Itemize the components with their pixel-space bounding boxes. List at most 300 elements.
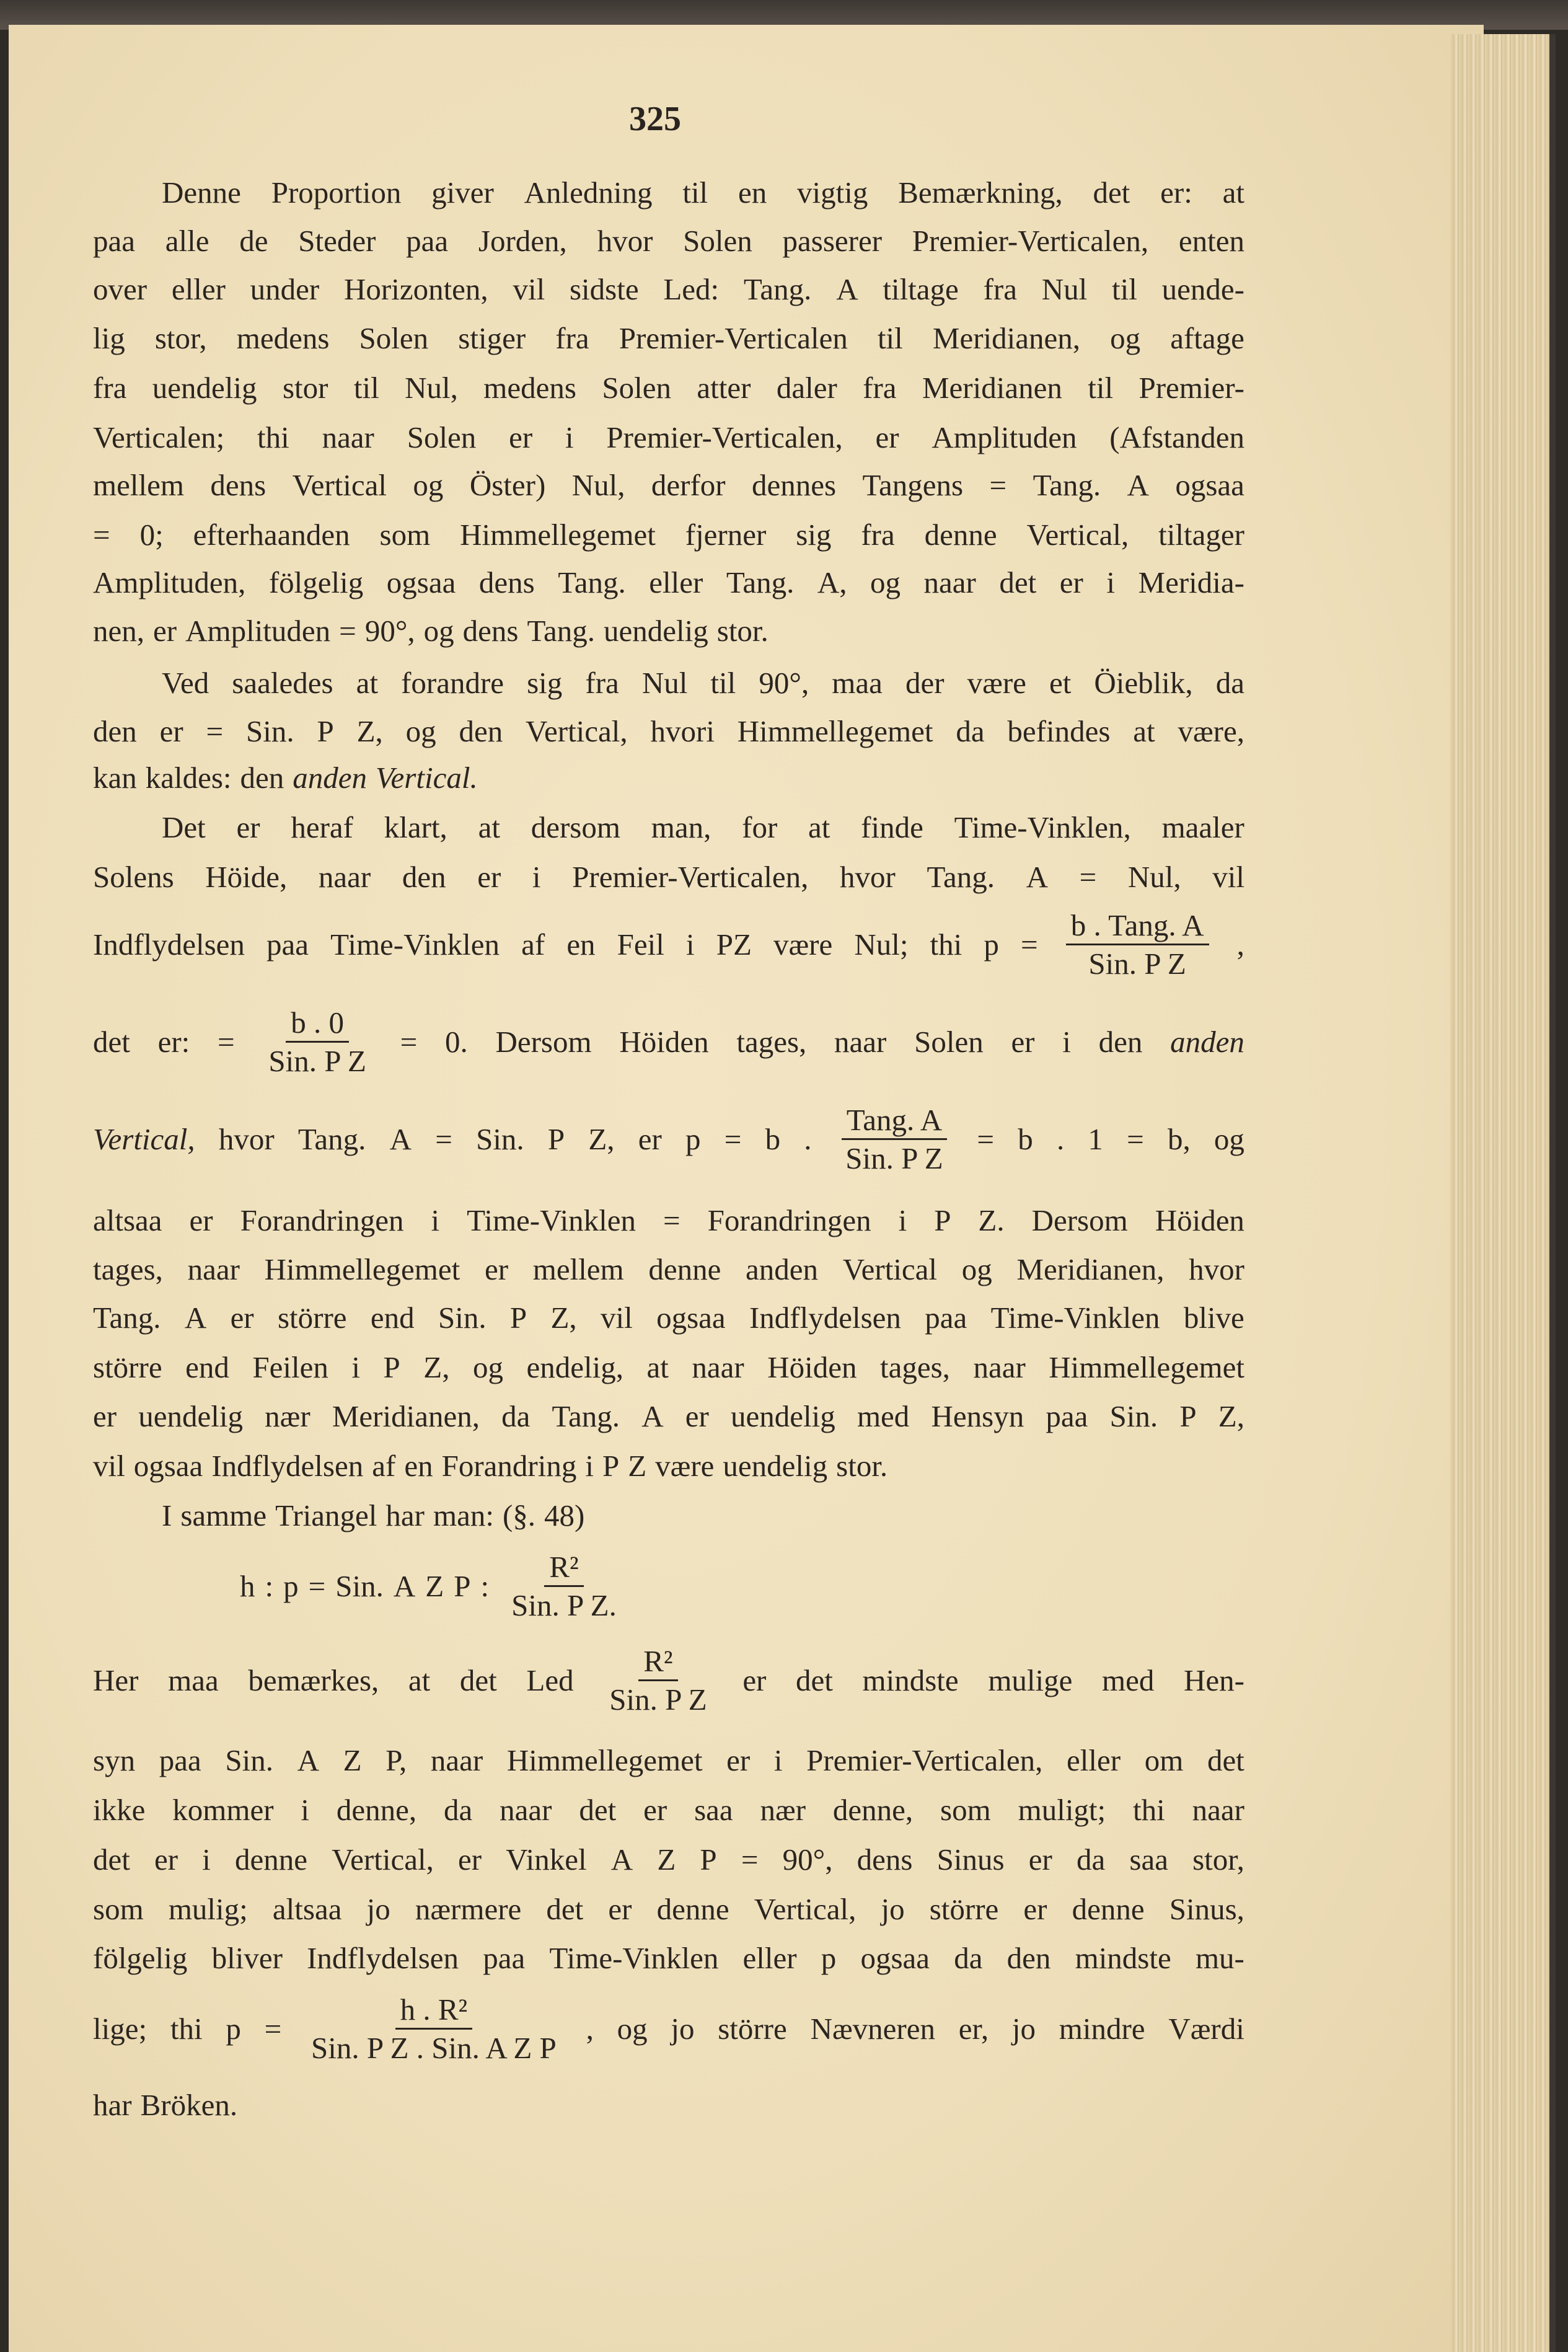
word: Proportion [271, 175, 402, 210]
word: til [353, 371, 379, 405]
word: Z, [1218, 1399, 1244, 1433]
word: jo [671, 2012, 695, 2046]
word: er [1028, 1842, 1052, 1877]
word: og [413, 468, 444, 502]
text-line [93, 565, 1244, 600]
word: större [929, 1892, 999, 1926]
word: denne [235, 1842, 308, 1877]
text-line [93, 613, 1244, 648]
text-line [93, 909, 1244, 980]
word: Værdi [1168, 2012, 1244, 2046]
word: naar [923, 565, 976, 599]
word: paa [483, 1941, 526, 1975]
word: end [185, 1350, 229, 1384]
word: Öster) [469, 468, 546, 502]
word: , [586, 2012, 594, 2046]
word: = [663, 1203, 680, 1237]
word: Forandringen [707, 1203, 871, 1237]
text-line [93, 1891, 1244, 1927]
word: fra [555, 321, 589, 355]
word: Himmellegemet [506, 1743, 703, 1777]
word: man, [651, 810, 711, 844]
word: er [742, 1663, 767, 1698]
word: den [93, 714, 137, 748]
word: = [1127, 1122, 1144, 1157]
word: PZ [716, 927, 752, 962]
word: = [206, 714, 224, 748]
word: det [796, 1663, 833, 1698]
word: fra [93, 371, 127, 405]
word: eller [1067, 1743, 1121, 1777]
word: forandre [401, 666, 504, 700]
word: A [184, 1301, 207, 1335]
word: en [738, 175, 767, 210]
word: p [226, 2012, 241, 2046]
word: er [509, 420, 533, 454]
word: dens [857, 1842, 913, 1877]
word: den [1006, 1941, 1051, 1975]
word: af [521, 927, 545, 962]
word: anden [746, 1252, 819, 1286]
word: vil [93, 1449, 125, 1483]
word: det [999, 565, 1037, 599]
word: er [608, 1892, 632, 1926]
word: tages, [93, 1252, 163, 1286]
text-line [240, 1551, 1391, 1622]
word: sidste [569, 272, 639, 306]
word: 1 [1088, 1122, 1103, 1157]
word: Himmellegemet [1049, 1350, 1244, 1384]
word: Höiden [767, 1350, 857, 1384]
word: medens [236, 321, 330, 355]
word: Det [162, 810, 206, 844]
word: Sin. [1109, 1399, 1158, 1433]
word: Dersom [1031, 1203, 1128, 1237]
word: Steder [298, 224, 376, 258]
word: Time-Vinklen [330, 927, 500, 962]
word: = [400, 1025, 418, 1059]
word: Sinus [936, 1842, 1005, 1877]
word: bemærkes, [248, 1663, 379, 1698]
word: Her [93, 1663, 139, 1698]
word: Solens [93, 860, 174, 894]
word: da [1215, 666, 1244, 700]
word: p [984, 927, 999, 962]
word: altsaa [93, 1203, 162, 1237]
fraction-denominator: Sin. P Z . Sin. A Z P [311, 2031, 557, 2066]
word: til [682, 175, 708, 210]
word: Vinkel [506, 1842, 587, 1877]
word: naar [187, 1252, 240, 1286]
text-line [93, 1792, 1244, 1828]
word: befindes [1007, 714, 1111, 748]
text-line [93, 1203, 1244, 1238]
word: denne [1072, 1892, 1145, 1926]
word: hvor [218, 1122, 275, 1157]
text-line [162, 810, 1244, 845]
word: Premier-Verticalen, [912, 224, 1149, 258]
fraction [311, 1994, 557, 2064]
word: Feil [617, 927, 664, 962]
word: med [1102, 1663, 1155, 1698]
word: : [265, 1569, 274, 1604]
word: da [956, 714, 985, 748]
word: A, [817, 565, 847, 599]
word: saa [1129, 1842, 1168, 1877]
word: i [301, 1793, 310, 1827]
word: A [836, 272, 858, 306]
word: Meridia- [1138, 565, 1244, 599]
word: naar [500, 1793, 552, 1827]
word: dens [478, 565, 535, 599]
word: A [393, 1569, 416, 1604]
word: Indflydelsen [307, 1941, 459, 1975]
word: jo [1011, 2012, 1036, 2046]
word: uendelig [731, 1399, 835, 1433]
word: = [264, 2012, 282, 2046]
word: hvor [1189, 1252, 1244, 1286]
word: det [579, 1793, 617, 1827]
word: med [857, 1399, 910, 1433]
text-line [93, 1252, 1244, 1287]
word: mindre [1059, 2012, 1145, 2046]
word: det [1207, 1743, 1244, 1777]
word: Sin. [438, 1301, 487, 1335]
word: P [700, 1842, 717, 1877]
word: er: [157, 1025, 190, 1059]
text-line [93, 467, 1244, 503]
word: Forandring [441, 1449, 577, 1483]
word: det [459, 1663, 497, 1698]
word: uendelig [604, 614, 708, 648]
word: Triangel [275, 1498, 377, 1532]
word: Indflydelsen [93, 927, 245, 962]
word: tages, [736, 1025, 807, 1059]
word: maa [168, 1663, 219, 1698]
word: og [617, 2012, 648, 2046]
word: af [372, 1449, 396, 1483]
text-line [93, 1104, 1244, 1175]
word: dens [210, 468, 266, 502]
word: sig [527, 666, 563, 700]
word: P [454, 1569, 471, 1604]
word: er [154, 1842, 178, 1877]
word: er [230, 1301, 254, 1335]
word: P [509, 1301, 527, 1335]
word: thi [257, 420, 289, 454]
word: uende- [1161, 272, 1244, 306]
word: et [1049, 666, 1072, 700]
word: dennes [752, 468, 837, 502]
word: fra [863, 371, 897, 405]
word: man: [433, 1498, 494, 1532]
word: heraf [291, 810, 353, 844]
word: mulig; [168, 1892, 248, 1926]
word: större [718, 2012, 787, 2046]
word: . [804, 1122, 812, 1157]
fraction-denominator: Sin. P Z [609, 1682, 707, 1717]
word: hvori [650, 714, 715, 748]
word: p [283, 1569, 299, 1604]
fraction-numerator: R² [544, 1551, 583, 1587]
word: Tangens [862, 468, 964, 502]
word: paa [266, 927, 309, 962]
word: eller [171, 272, 226, 306]
word: = [724, 1122, 742, 1157]
word: medens [483, 371, 576, 405]
word: mu- [1195, 1941, 1244, 1975]
fraction-denominator: Sin. P Z. [511, 1588, 617, 1623]
word: Jorden, [478, 224, 567, 258]
text-line [93, 1940, 1244, 1976]
word: ogsaa [1175, 468, 1244, 502]
word: dens [462, 614, 519, 648]
fraction-numerator: b . Tang. A [1066, 909, 1209, 945]
text-line [93, 1300, 1244, 1335]
word: = [1020, 927, 1038, 962]
word: = [741, 1842, 759, 1877]
text-line [162, 175, 1244, 210]
word: er [189, 1203, 213, 1237]
word: Indflydelsen [749, 1301, 901, 1335]
word: Ved [162, 666, 209, 700]
word: Forandringen [240, 1203, 404, 1237]
word: til [877, 321, 903, 355]
word: thi [170, 2012, 203, 2046]
word: = [339, 614, 356, 648]
word: være [655, 1449, 715, 1483]
word: at [646, 1350, 669, 1384]
word: Led [526, 1663, 574, 1698]
word: Z [425, 1569, 444, 1604]
word: da [501, 1399, 531, 1433]
word: Höiden [619, 1025, 709, 1059]
word: mindste [1075, 1941, 1171, 1975]
word: Indflydelsen [211, 1449, 364, 1483]
word: (Afstanden [1109, 420, 1244, 454]
word: P [317, 714, 334, 748]
word: Z, [588, 1122, 615, 1157]
word: sig [796, 518, 832, 552]
word: Solen [914, 1025, 984, 1059]
word: Z [657, 1842, 676, 1877]
word: P, [385, 1743, 407, 1777]
fraction-numerator: h . R² [395, 1994, 473, 2030]
word: Hen- [1184, 1663, 1244, 1698]
word: derfor [651, 468, 726, 502]
word: er [643, 1793, 667, 1827]
word: vil [513, 272, 545, 306]
text-line [93, 1994, 1244, 2064]
word: = [977, 1122, 995, 1157]
word: Nul [1041, 272, 1088, 306]
word: atter [697, 371, 751, 405]
word: klart, [384, 810, 447, 844]
word: Sin. [225, 1743, 273, 1777]
word: Premier- [1139, 371, 1244, 405]
word: og [405, 714, 436, 748]
word: til [1088, 371, 1114, 405]
word: er [875, 420, 899, 454]
word: efterhaanden [193, 518, 350, 552]
word: maa [832, 666, 883, 700]
page-number: 325 [629, 100, 681, 138]
word: Tang. [726, 565, 795, 599]
word: Vertical, [754, 1892, 857, 1926]
word: i [202, 1842, 211, 1877]
word: er [1023, 1892, 1047, 1926]
word: som [93, 1892, 144, 1926]
word: i [585, 1449, 594, 1483]
fraction-numerator: R² [638, 1645, 677, 1681]
word: naar [973, 1350, 1026, 1384]
word: over [93, 272, 148, 306]
word: Tang. [558, 565, 626, 599]
word: en [404, 1449, 433, 1483]
word: eller [649, 565, 703, 599]
word: naar [1192, 1793, 1244, 1827]
word: Meridianen, [932, 321, 1080, 355]
word: stor [282, 371, 328, 405]
word: uendelig [138, 1399, 243, 1433]
text-line [93, 2087, 1244, 2123]
text-line [93, 1399, 1244, 1434]
word: i [685, 927, 695, 962]
word: Vertical, [526, 714, 628, 748]
word: i [773, 1743, 783, 1777]
word: P [547, 1122, 565, 1157]
word: Nul [641, 666, 688, 700]
word: 90°, [364, 614, 415, 648]
word: Meridianen, [332, 1399, 480, 1433]
word: syn [93, 1743, 136, 1777]
word: at [1222, 175, 1244, 210]
word: Solen [683, 224, 752, 258]
word: det [546, 1892, 584, 1926]
word: paa [1046, 1399, 1088, 1433]
word: da [954, 1941, 983, 1975]
word: naar [834, 1025, 887, 1059]
word: og [423, 614, 454, 648]
word: P [602, 1449, 620, 1483]
word: Vertical, [332, 1842, 434, 1877]
text-line [93, 1645, 1244, 1716]
word: h [240, 1569, 255, 1604]
word: være [967, 666, 1026, 700]
word: Time-Vinklen [990, 1301, 1160, 1335]
word: = [435, 1122, 452, 1157]
word: altsaa [272, 1892, 342, 1926]
word: Nul, [1127, 860, 1181, 894]
word: Tang. [93, 1301, 161, 1335]
word: naar [318, 860, 371, 894]
word: alle [165, 224, 209, 258]
word: stiger [458, 321, 526, 355]
word: större [93, 1350, 162, 1384]
word: da [444, 1793, 473, 1827]
text-line [162, 665, 1244, 701]
word: I [162, 1498, 172, 1532]
word: Amplituden [185, 614, 331, 648]
italic-word: anden [293, 761, 368, 795]
word: saaledes [232, 666, 333, 700]
word: det [93, 1842, 130, 1877]
word: = [218, 1025, 235, 1059]
word: jo [366, 1892, 390, 1926]
word: er, [958, 2012, 989, 2046]
word: den [459, 714, 503, 748]
text-line [93, 272, 1244, 307]
word: til [1111, 272, 1137, 306]
word: giver [431, 175, 494, 210]
word: end [370, 1301, 415, 1335]
word: paa [925, 1301, 967, 1335]
word: og [1110, 321, 1141, 355]
word: A [641, 1399, 664, 1433]
word: jo [881, 1892, 905, 1926]
fraction-numerator: Tang. A [842, 1104, 947, 1140]
word: de [239, 224, 268, 258]
text-line [93, 517, 1244, 552]
word: at [478, 810, 500, 844]
text-line [93, 321, 1244, 356]
word: Dersom [495, 1025, 592, 1059]
italic-word: Vertical, [93, 1122, 195, 1157]
word: i [1106, 565, 1115, 599]
word: 0. [445, 1025, 468, 1059]
word: det [93, 1025, 130, 1059]
word: i [898, 1203, 907, 1237]
word: og [472, 1350, 503, 1384]
text-line [93, 370, 1244, 405]
word: Z. [978, 1203, 1005, 1237]
text-line [93, 714, 1244, 749]
word: aftage [1170, 321, 1244, 355]
word: der [905, 666, 945, 700]
word: Höiden [1155, 1203, 1244, 1237]
word: Sin. [246, 714, 294, 748]
word: være, [1178, 714, 1244, 748]
word: Nævneren [810, 2012, 935, 2046]
fraction [1066, 909, 1209, 980]
word: at [808, 810, 830, 844]
word: lige; [93, 2012, 148, 2046]
word: saa [694, 1793, 733, 1827]
word: Anledning [524, 175, 653, 210]
word: Z, [423, 1350, 450, 1384]
word: er [1059, 565, 1083, 599]
word: under [250, 272, 320, 306]
word: nærmere [415, 1892, 522, 1926]
word: stor, [154, 321, 207, 355]
word: fölgelig [93, 1941, 188, 1975]
word: være [773, 927, 833, 962]
word: Himmellegemet [264, 1252, 460, 1286]
word: Bröken. [140, 2088, 238, 2122]
word: Vertical [292, 468, 387, 502]
text-line [93, 1350, 1244, 1385]
text-line [93, 859, 1244, 895]
word: thi [930, 927, 962, 962]
word: ikke [93, 1793, 146, 1827]
word: P [934, 1203, 951, 1237]
word: Tang. [927, 860, 995, 894]
text-line [93, 1743, 1244, 1778]
word: det [1093, 175, 1130, 210]
word: . [1056, 1122, 1065, 1157]
word: Denne [162, 175, 241, 210]
word: Time-Vinklen [549, 1941, 719, 1975]
